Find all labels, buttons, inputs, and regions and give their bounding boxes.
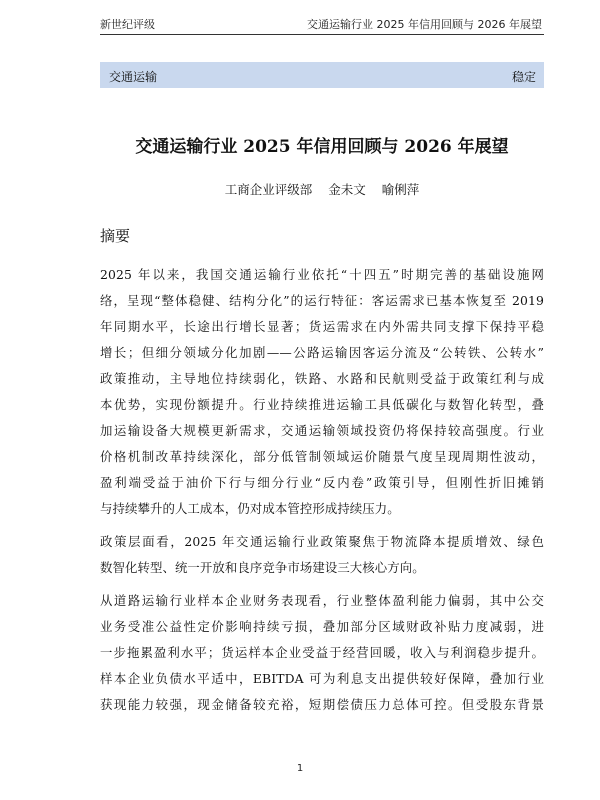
- text-line: 数智化转型、统一开放和良序竞争市场建设三大核心方向。: [100, 560, 425, 575]
- header-doc-title: 交通运输行业 2025 年信用回顾与 2026 年展望: [307, 18, 542, 31]
- text-line: 增长；但细分领域分化加剧——公路运输因客运分流及“公转铁、公转水”: [100, 345, 544, 360]
- header-rule: [100, 34, 544, 35]
- body-text: [100, 262, 544, 725]
- text-line: 年同期水平，长途出行增长显著；货运需求在内外需共同支撑下保持平稳: [100, 319, 544, 334]
- paragraph: [100, 529, 544, 581]
- page-header: [0, 0, 600, 40]
- paragraph: [100, 588, 544, 718]
- author-department: 工商企业评级部: [224, 182, 313, 197]
- text-line: 加运输设备大规模更新需求，交通运输领域投资仍将保持较高强度。行业: [100, 423, 544, 438]
- text-line: 从道路运输行业样本企业财务表现看，行业整体盈利能力偏弱，其中公交: [100, 593, 544, 608]
- text-line: 盈利端受益于油价下行与细分行业“反内卷”政策引导，但刚性折旧摊销: [100, 475, 544, 490]
- category-band: [100, 62, 544, 88]
- text-line: 本优势，实现份额提升。行业持续推进运输工具低碳化与数智化转型，叠: [100, 397, 544, 412]
- authors-line: [100, 180, 544, 198]
- text-line: 政策推动，主导地位持续弱化，铁路、水路和民航则受益于政策红利与成: [100, 371, 544, 386]
- report-title: 交通运输行业 2025 年信用回顾与 2026 年展望: [135, 137, 509, 157]
- text-line: 与持续攀升的人工成本，仍对成本管控形成持续压力。: [100, 501, 400, 516]
- text-line: 价格机制改革持续深化，部分低管制领域运价随景气度呈现周期性波动，: [100, 449, 544, 464]
- header-org: 新世纪评级: [100, 18, 155, 31]
- text-line: 业务受准公益性定价影响持续亏损，叠加部分区域财政补贴力度减弱，进: [100, 619, 544, 634]
- author-name: 金未文: [328, 182, 366, 197]
- text-line: 获现能力较强，现金储备较充裕，短期偿债压力总体可控。但受股东背景: [100, 697, 544, 712]
- text-line: 2025 年以来，我国交通运输行业依托“十四五”时期完善的基础设施网: [100, 267, 544, 282]
- author-name: 喻俐萍: [381, 182, 420, 197]
- text-line: 样本企业负债水平适中，EBITDA 可为利息支出提供较好保障，叠加行业: [100, 671, 544, 686]
- page-number: 1: [296, 763, 304, 774]
- text-line: 络，呈现“整体稳健、结构分化”的运行特征：客运需求已基本恢复至 2019: [100, 293, 544, 308]
- text-line: 政策层面看，2025 年交通运输行业政策聚焦于物流降本提质增效、绿色: [100, 534, 544, 549]
- paragraph: [100, 262, 544, 522]
- section-heading: 摘要: [100, 227, 131, 245]
- text-line: 一步拖累盈利水平；货运样本企业受益于经营回暖，收入与利润稳步提升。: [100, 645, 544, 660]
- category-label: 交通运输: [109, 70, 158, 84]
- outlook-label: 稳定: [511, 70, 536, 84]
